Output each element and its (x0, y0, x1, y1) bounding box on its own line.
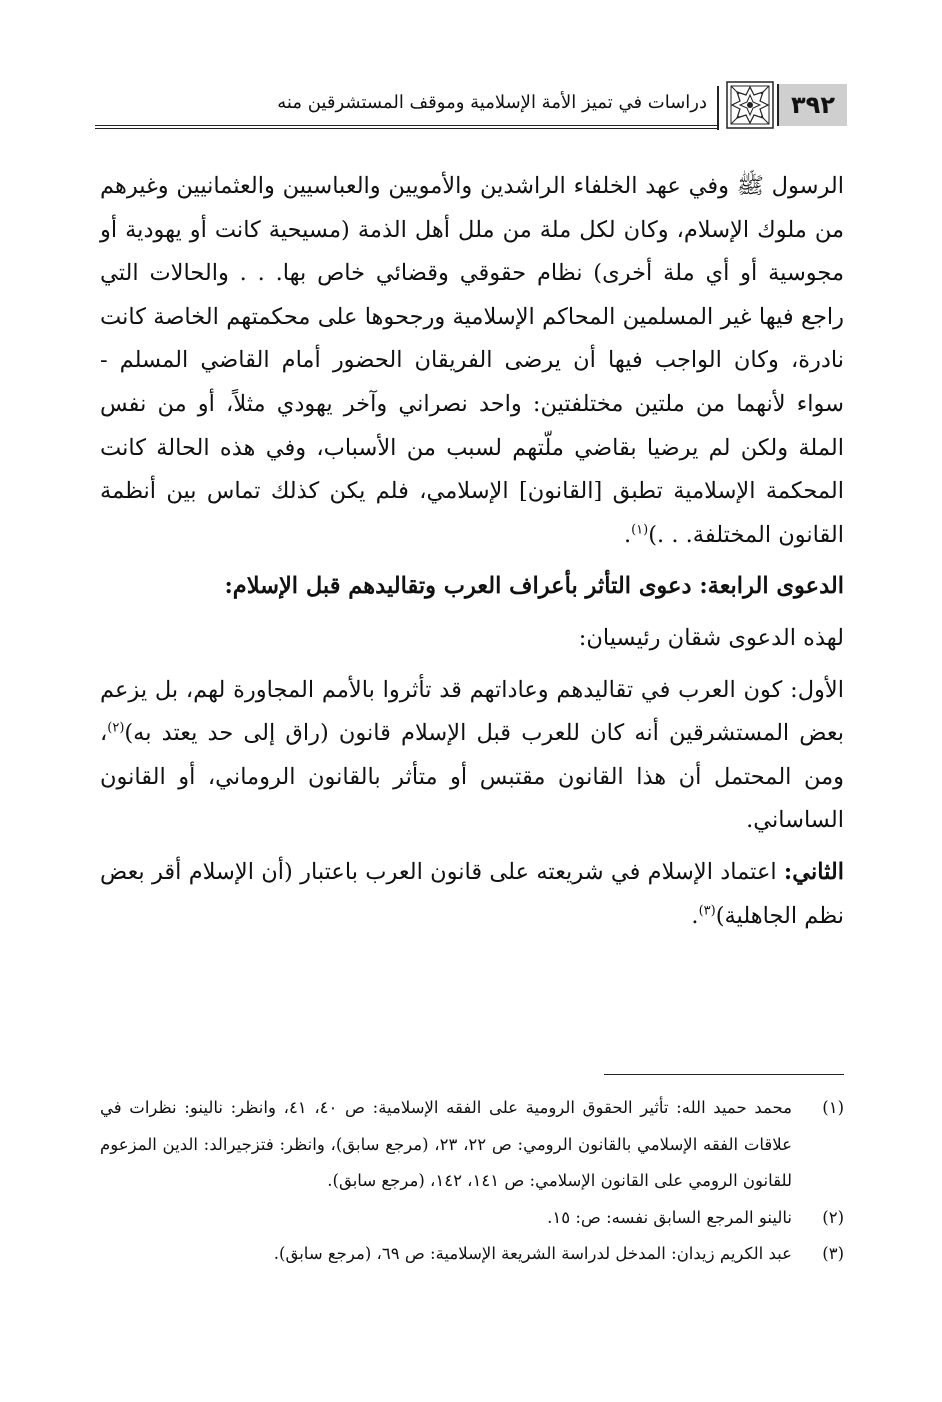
footnote-text: محمد حميد الله: تأثير الحقوق الرومية على الفقه الإسلامية: ص ٤٠، ٤١، وانظر: نالينو: نظرات في علاقات الفقه الإسلامي بالقانون الرومي: ص ٢٢، ٢٣، (مرجع سابق)، وانظر: فتزجيرالد: الدين المزعوم للقانون الرومي على القانون الإسلامي: ص ١٤١، ١٤٢، (مرجع سابق). (100, 1098, 793, 1190)
footnote-separator (604, 1074, 844, 1075)
footnote-number: (٣) (822, 1244, 844, 1263)
paragraph-3-text: الأول: كون العرب في تقاليدهم وعاداتهم قد تأثروا بالأمم المجاورة لهم، بل يزعم بعض المستشرقين أنه كان للعرب قبل الإسلام قانون (راق إلى حد يعتد به) (100, 676, 844, 747)
footnote-number: (١) (822, 1098, 844, 1117)
footnote-text: عبد الكريم زيدان: المدخل لدراسة الشريعة الإسلامية: ص ٦٩، (مرجع سابق). (273, 1244, 792, 1263)
paragraph-4-label: الثاني: (783, 858, 844, 885)
geometric-star-ornament-icon (725, 80, 775, 130)
header-rule-secondary (95, 128, 717, 129)
paragraph-1-end: . (623, 521, 632, 548)
running-header (95, 80, 847, 130)
footnote-ref-2: (٢) (107, 720, 125, 736)
footnote-1 (100, 1090, 844, 1200)
footnote-text: نالينو المرجع السابق نفسه: ص: ١٥. (547, 1207, 792, 1227)
paragraph-4-end: . (691, 902, 699, 929)
paragraph-3-rest: ، ومن المحتمل أن هذا القانون مقتبس أو متأثر بالقانون الروماني، أو القانون الساساني. (100, 720, 844, 834)
footnote-ref-3: (٣) (698, 903, 716, 918)
footnote-2 (100, 1200, 844, 1237)
footnote-number: (٢) (822, 1207, 844, 1227)
paragraph-3 (100, 669, 844, 843)
paragraph-4-text: اعتماد الإسلام في شريعته على قانون العرب باعتبار (أن الإسلام أقر بعض نظم الجاهلية) (100, 858, 844, 929)
footnote-ref-1: (١) (631, 522, 649, 538)
paragraph-4 (100, 851, 844, 938)
main-text (100, 165, 844, 938)
header-divider (717, 86, 719, 130)
running-title: دراسات في تميز الأمة الإسلامية وموقف المستشرقين منه (277, 92, 707, 113)
paragraph-1-text: الرسول ﷺ وفي عهد الخلفاء الراشدين والأمويين والعباسيين والعثمانيين وغيرهم من ملوك الإسلام، وكان لكل ملة من ملل أهل الذمة (مسيحية كانت أو يهودية أو مجوسية أو أي ملة أخرى) نظام حقوقي وقضائي خاص بها. . . والحالات التي راجع فيها غير المسلمين المحاكم الإسلامية ورجحوها على محكمتهم الخاصة كانت نادرة، وكان الواجب فيها أن يرضى الفريقان الحضور أمام القاضي المسلم - سواء لأنهما من ملتين مختلفتين: واحد نصراني وآخر يهودي مثلاً، أو من نفس الملة ولكن لم يرضيا بقاضي ملّتهم لسبب من الأسباب، وفي هذه الحالة كانت المحكمة الإسلامية تطبق [القانون] الإسلامي، فلم يكن كذلك تماس بين أنظمة القانون المختلفة. . .) (100, 173, 844, 548)
page-number: ٣٩٢ (777, 84, 847, 126)
paragraph-1 (100, 165, 844, 557)
footnote-3 (100, 1236, 844, 1273)
footnotes (100, 1090, 844, 1273)
section-heading: الدعوى الرابعة: دعوى التأثر بأعراف العرب وتقاليدهم قبل الإسلام: (224, 573, 844, 600)
paragraph-2: لهذه الدعوى شقان رئيسيان: (578, 624, 844, 651)
header-rule (95, 125, 717, 126)
